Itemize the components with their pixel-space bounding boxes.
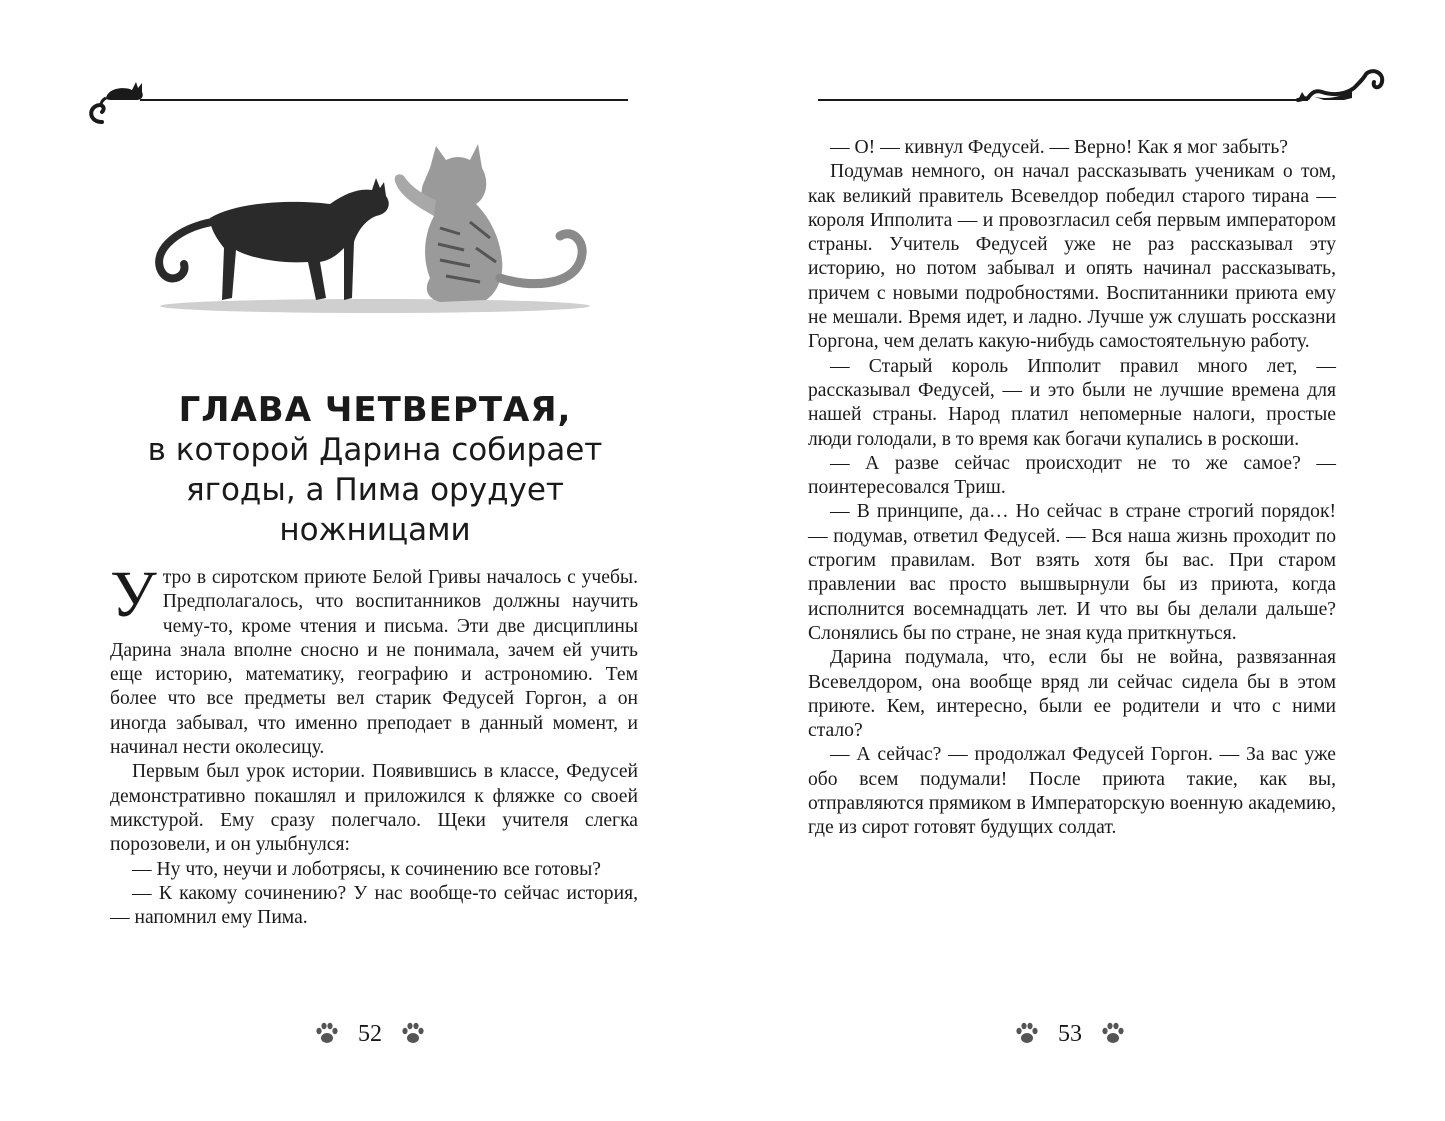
paragraph: — О! — кивнул Федусей. — Верно! Как я мог забыть? xyxy=(830,137,1289,158)
paragraph: — Старый король Ипполит правил много лет, — рассказывал Федусей, — и это были не лучшие времена для нашей страны. Народ платил непомерные налоги, простые люди голодали, в то время как богачи купались в роскоши. xyxy=(808,355,1336,450)
paragraph: — К какому сочинению? У нас вообще-то сейчас история, — напомнил ему Пима. xyxy=(110,882,638,929)
right-page-footer xyxy=(1014,1016,1126,1052)
paragraph: Первым был урок истории. Появившись в классе, Федусей демонстративно покашлял и приложился к фляжке со своей микстурой. Ему сразу полегчало. Щеки учителя слегка порозовели, и он улыбнулся: xyxy=(110,761,638,856)
paw-print-icon xyxy=(1100,1021,1126,1047)
paragraph: — Ну что, неучи и лоботрясы, к сочинению все готовы? xyxy=(132,858,601,880)
paw-print-icon xyxy=(314,1021,340,1047)
paragraph: — А сейчас? — продолжал Федусей Горгон. — За вас уже обо всем подумали! После приюта такие, как вы, отправляются прямиком в Императорскую военную академию, где из сирот готовят будущих солдат. xyxy=(808,744,1336,839)
paw-print-icon xyxy=(1014,1021,1040,1047)
header-rule xyxy=(140,99,628,101)
page-number: 53 xyxy=(1058,1020,1082,1047)
chapter-subtitle-line: ягоды, а Пима орудует xyxy=(186,472,564,508)
header-rule xyxy=(818,99,1308,101)
chapter-title: ГЛАВА ЧЕТВЕРТАЯ, xyxy=(178,390,572,430)
chapter-subtitle-line: в которой Дарина собирает xyxy=(147,432,603,468)
left-page xyxy=(0,0,722,1121)
paw-print-icon xyxy=(400,1021,426,1047)
stretching-cat-ornament-icon xyxy=(1294,68,1386,108)
left-page-body xyxy=(110,558,638,930)
left-page-footer xyxy=(314,1016,426,1052)
paragraph: Подумав немного, он начал рассказывать ученикам о том, как великий правитель Всевелдор победил старого тирана — короля Ипполита — и провозгласил себя первым императором страны. Учитель Федусей уже не раз рассказывал эту историю, но потом забывал и опять начинал рассказывать, причем с новыми подробностями. Воспитанники приюта ему не мешали. Время идет, и ладно. Лучше уж слушать россказни Горгона, чем делать какую-нибудь самостоятельную работу. xyxy=(808,161,1336,353)
page-number: 52 xyxy=(358,1020,382,1047)
curled-cat-ornament-icon xyxy=(84,70,148,128)
paragraph: — А разве сейчас происходит не то же самое? — поинтересовался Триш. xyxy=(808,452,1336,499)
right-page xyxy=(722,0,1445,1121)
paragraph: Утро в сиротском приюте Белой Гривы началось с учебы. Предполагалось, что воспитанников должны научить чему-то, кроме чтения и письма. Эти две дисциплины Дарина знала вполне сносно и не понимала, зачем ей учить еще историю, математику, географию и астрономию. Тем более что все предметы вел старик Федусей Горгон, а он иногда забывал, что именно преподает в данный момент, и начинал нести околесицу. xyxy=(110,558,638,759)
paragraph: — В принципе, да… Но сейчас в стране строгий порядок! — подумав, ответил Федусей. — Вся наша жизнь проходит по строгим правилам. Вот взять хотя бы вас. При старом правлении вас просто вышвырнули бы из приюта, когда исполнится восемнадцать лет. И что вы бы делали дальше? Слонялись бы по стране, не зная куда приткнуться. xyxy=(808,501,1336,644)
paragraph: Дарина подумала, что, если бы не война, развязанная Всевелдором, она вообще вряд ли сейчас сидела бы в этом приюте. Кем, интересно, были ее родители и что с ними стало? xyxy=(808,647,1336,742)
chapter-heading xyxy=(110,390,640,550)
drop-cap: У xyxy=(110,558,157,631)
chapter-subtitle-line: ножницами xyxy=(279,512,471,548)
right-page-body xyxy=(808,136,1336,841)
two-cats-illustration-icon xyxy=(140,138,610,318)
